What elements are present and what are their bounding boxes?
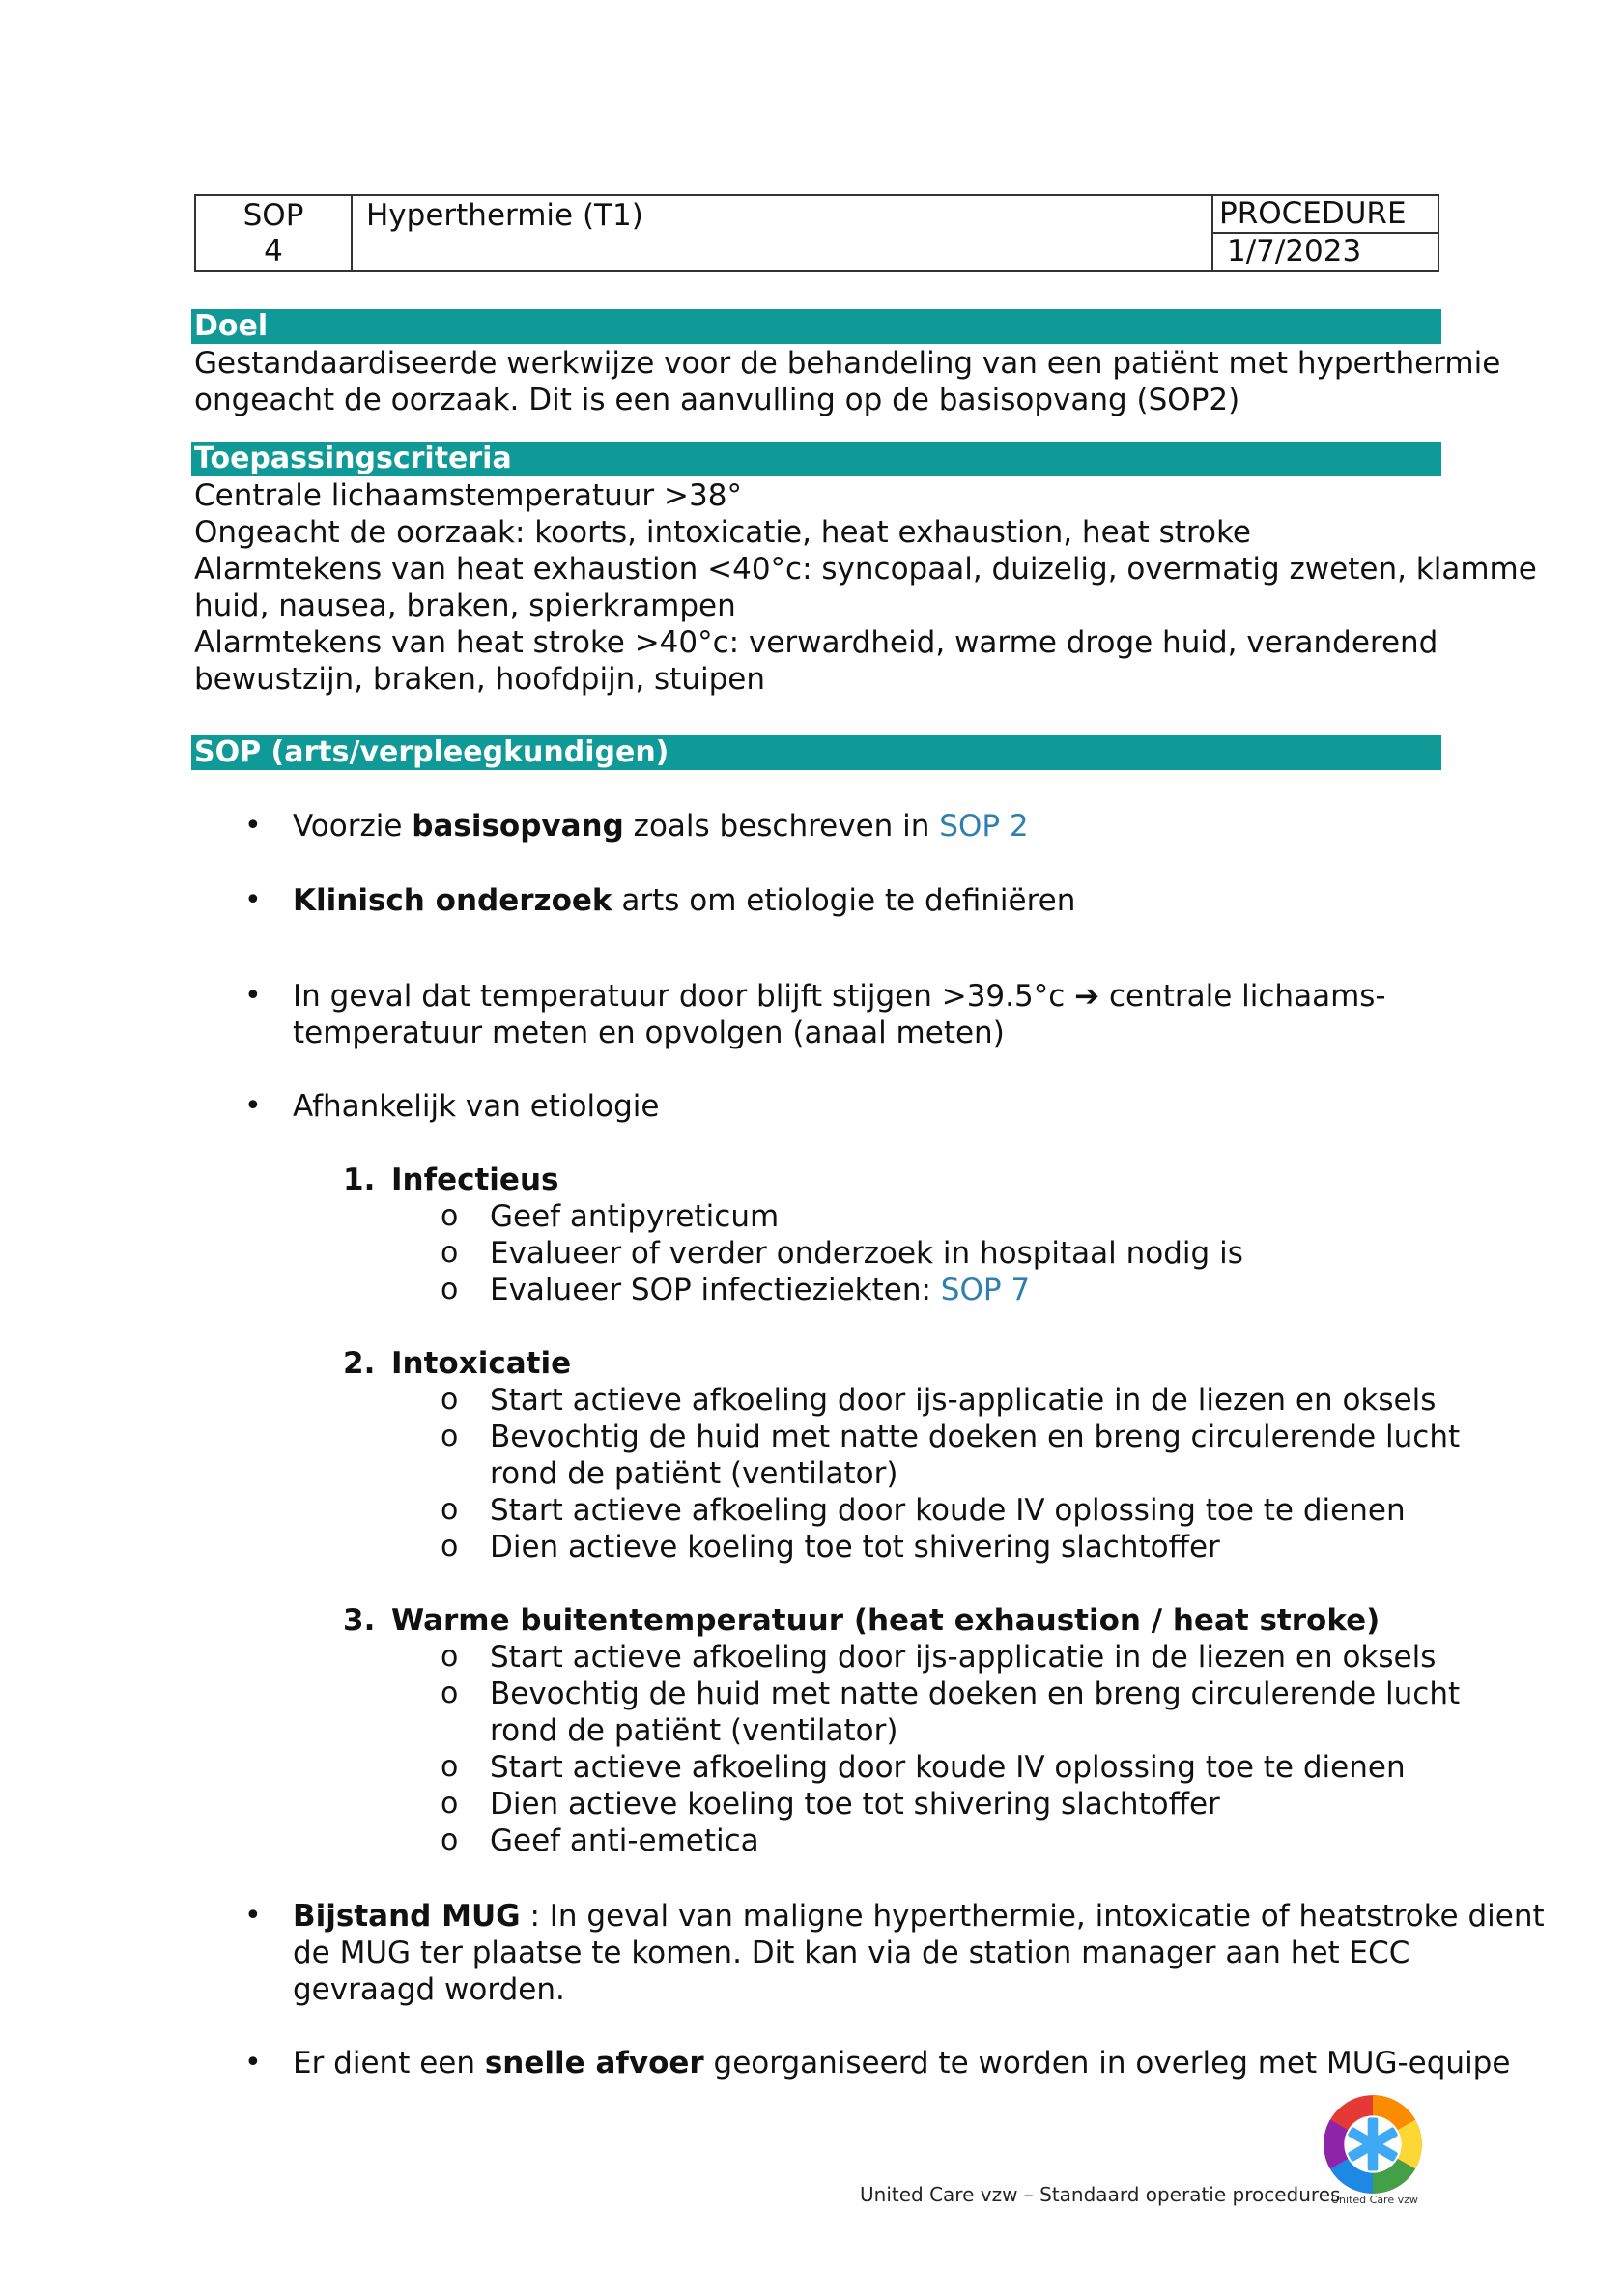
sop-date: 1/7/2023	[1212, 233, 1438, 271]
sub-bullet-icon: o	[441, 1530, 459, 1564]
group-title-warme-buitentemperatuur: Warme buitentemperatuur (heat exhaustion / heat stroke)	[391, 1603, 1381, 1638]
sub-item: Start actieve afkoeling door ijs-applicatie in de liezen en oksels	[490, 1383, 1437, 1418]
bullet-bijstand-mug-line-3: gevraagd worden.	[293, 1972, 565, 2007]
bullet-etiologie: Afhankelijk van etiologie	[293, 1089, 660, 1124]
sub-bullet-icon: o	[441, 1236, 459, 1270]
bullet-bijstand-mug-line-1: Bijstand MUG : In geval van maligne hyperthermie, intoxicatie of heatstroke dient	[293, 1899, 1545, 1934]
sub-item: Start actieve afkoeling door ijs-applicatie in de liezen en oksels	[490, 1640, 1437, 1675]
section-sop-heading: SOP (arts/verpleegkundigen)	[191, 735, 1441, 770]
sub-item: Geef anti-emetica	[490, 1823, 759, 1858]
sub-item: Bevochtig de huid met natte doeken en breng circulerende lucht	[490, 1420, 1461, 1454]
sop-type: PROCEDURE	[1212, 195, 1438, 233]
sop-number-cell	[195, 195, 352, 271]
criteria-line: huid, nausea, braken, spierkrampen	[194, 588, 736, 623]
sub-bullet-icon: o	[441, 1383, 459, 1417]
group-number: 2.	[343, 1346, 376, 1381]
doel-line-2: ongeacht de oorzaak. Dit is een aanvulling op de basisopvang (SOP2)	[194, 383, 1240, 417]
united-care-logo-icon	[1322, 2093, 1424, 2196]
criteria-line: Alarmtekens van heat exhaustion <40°c: syncopaal, duizelig, overmatig zweten, klamme	[194, 552, 1537, 587]
bullet-icon	[244, 2045, 262, 2081]
sub-item-continued: rond de patiënt (ventilator)	[490, 1713, 898, 1748]
logo-caption: United Care vzw	[1331, 2194, 1418, 2206]
bullet-klinisch-onderzoek: Klinisch onderzoek arts om etiologie te definiëren	[293, 883, 1076, 918]
bullet-icon	[244, 978, 262, 1015]
sub-bullet-icon: o	[441, 1640, 459, 1674]
bullet-icon	[244, 1088, 262, 1125]
criteria-line: Alarmtekens van heat stroke >40°c: verwardheid, warme droge huid, veranderend	[194, 625, 1438, 660]
doel-line-1: Gestandaardiseerde werkwijze voor de behandeling van een patiënt met hyperthermie	[194, 346, 1501, 381]
bullet-basisopvang: Voorzie basisopvang zoals beschreven in SOP 2	[293, 809, 1029, 844]
group-title-intoxicatie: Intoxicatie	[391, 1346, 572, 1381]
section-doel-heading: Doel	[191, 309, 1441, 344]
sub-bullet-icon: o	[441, 1823, 459, 1857]
sub-bullet-icon: o	[441, 1199, 459, 1233]
sop-title: Hyperthermie (T1)	[352, 195, 1212, 271]
bullet-temperatuur-line-2: temperatuur meten en opvolgen (anaal meten)	[293, 1016, 1005, 1050]
sub-item: Dien actieve koeling toe tot shivering slachtoffer	[490, 1530, 1220, 1564]
bullet-snelle-afvoer: Er dient een snelle afvoer georganiseerd te worden in overleg met MUG-equipe	[293, 2046, 1511, 2081]
sub-bullet-icon: o	[441, 1750, 459, 1784]
group-title-infectieus: Infectieus	[391, 1162, 559, 1197]
sub-item: Dien actieve koeling toe tot shivering slachtoffer	[490, 1787, 1220, 1822]
sub-item: Evalueer SOP infectieziekten: SOP 7	[490, 1273, 1031, 1307]
sop-label: SOP	[242, 198, 304, 233]
sub-item: Geef antipyreticum	[490, 1199, 780, 1234]
sop-header-table	[194, 194, 1439, 272]
bullet-icon	[244, 882, 262, 919]
group-number: 1.	[343, 1162, 376, 1197]
sop-2-link[interactable]: SOP 2	[939, 809, 1029, 844]
bullet-temperatuur-line-1: In geval dat temperatuur door blijft stijgen >39.5°c ➔ centrale lichaams-	[293, 979, 1386, 1014]
sub-bullet-icon: o	[441, 1787, 459, 1821]
sub-bullet-icon: o	[441, 1420, 459, 1453]
sub-bullet-icon: o	[441, 1493, 459, 1527]
sub-item: Start actieve afkoeling door koude IV oplossing toe te dienen	[490, 1493, 1406, 1528]
sub-bullet-icon: o	[441, 1677, 459, 1710]
sub-item-continued: rond de patiënt (ventilator)	[490, 1456, 898, 1491]
criteria-line: Ongeacht de oorzaak: koorts, intoxicatie, heat exhaustion, heat stroke	[194, 515, 1251, 550]
sub-item: Evalueer of verder onderzoek in hospitaal nodig is	[490, 1236, 1243, 1271]
criteria-line: bewustzijn, braken, hoofdpijn, stuipen	[194, 662, 765, 697]
bullet-icon	[244, 808, 262, 845]
page-footer: United Care vzw – Standaard operatie procedures	[860, 2183, 1341, 2206]
bullet-bijstand-mug-line-2: de MUG ter plaatse te komen. Dit kan via de station manager aan het ECC	[293, 1936, 1410, 1970]
sub-bullet-icon: o	[441, 1273, 459, 1306]
sub-item: Start actieve afkoeling door koude IV oplossing toe te dienen	[490, 1750, 1406, 1785]
sop-number: 4	[264, 234, 283, 269]
sop-7-link[interactable]: SOP 7	[940, 1273, 1031, 1307]
criteria-line: Centrale lichaamstemperatuur >38°	[194, 478, 742, 513]
group-number: 3.	[343, 1603, 376, 1638]
bullet-icon	[244, 1898, 262, 1935]
sub-item: Bevochtig de huid met natte doeken en breng circulerende lucht	[490, 1677, 1461, 1711]
section-criteria-heading: Toepassingscriteria	[191, 442, 1441, 476]
